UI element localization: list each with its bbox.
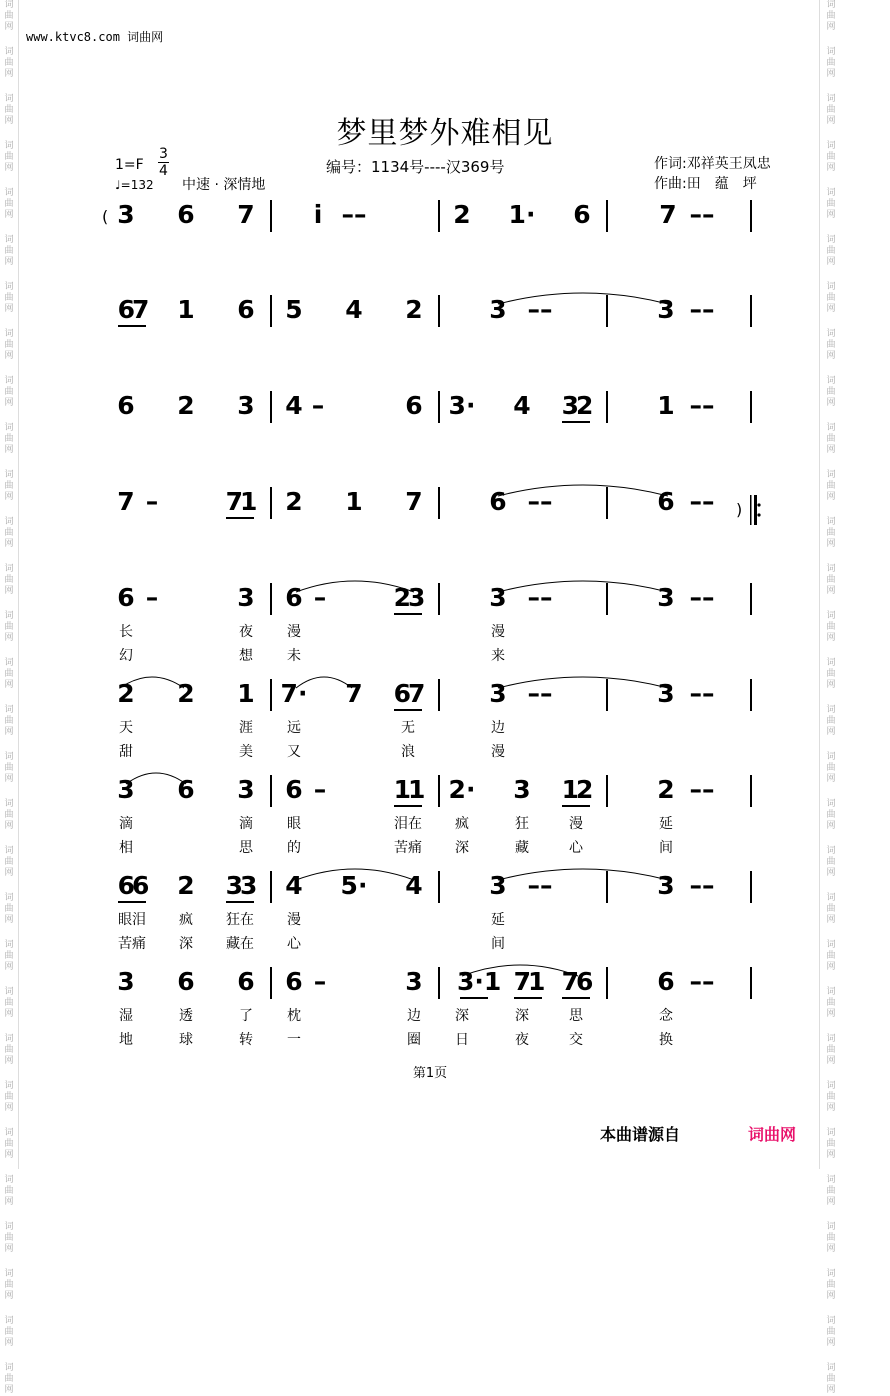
note: 6 (489, 487, 507, 516)
note: – (311, 391, 325, 420)
note: 2 (405, 295, 423, 324)
lyric-syllable: 疯 (179, 912, 193, 928)
beam-underline (394, 709, 422, 711)
tie-slur (124, 766, 188, 786)
tie-slur (496, 574, 670, 594)
lyric-syllable: 心 (287, 936, 301, 952)
bar-line (606, 391, 608, 423)
bar-line (270, 487, 272, 519)
lyric-syllable: 间 (491, 936, 505, 952)
lyric-syllable: 漫 (287, 912, 301, 928)
lyric-syllable: 交 (569, 1032, 583, 1048)
note: 6 (117, 583, 135, 612)
bar-line (750, 295, 752, 327)
note: 3 (657, 679, 675, 708)
note: 3 (405, 967, 423, 996)
bar-line (270, 775, 272, 807)
bar-line (750, 391, 752, 423)
bar-line (750, 775, 752, 807)
note: – (313, 775, 327, 804)
bar-line (606, 200, 608, 232)
note: 4 (513, 391, 531, 420)
note: 71 (513, 967, 543, 996)
lyric-syllable: 枕 (287, 1008, 301, 1024)
meter-bottom: 4 (159, 163, 168, 179)
lyric-syllable: 夜 (239, 624, 253, 640)
lyric-syllable: 心 (569, 840, 583, 856)
lyric-syllable: 漫 (491, 624, 505, 640)
beam-underline (118, 325, 146, 327)
bar-line (438, 679, 440, 711)
note: 7 (345, 679, 363, 708)
note: 6 (285, 775, 303, 804)
beam-underline (562, 805, 590, 807)
note: 3· (448, 391, 476, 420)
lyric-syllable: 深 (179, 936, 193, 952)
lyric-syllable: 边 (407, 1008, 421, 1024)
lyric-syllable: 甜 (119, 744, 133, 760)
bar-line (438, 487, 440, 519)
bar-line (270, 391, 272, 423)
lyric-syllable: 未 (287, 648, 301, 664)
left-watermark-strip: 词曲网 词曲网 词曲网 词曲网 词曲网 词曲网 词曲网 词曲网 词曲网 词曲网 词曲网 词曲网 词曲网 词曲网 词曲网 词曲网 词曲网 词曲网 词曲网 词曲网 词曲网 词曲网 词曲网 词曲网 词曲网 词曲网 词曲网 词曲网 词曲网 词曲网 (4, 0, 14, 1395)
bar-line (606, 967, 608, 999)
note: 2 (177, 391, 195, 420)
note: 3 (237, 583, 255, 612)
bar-line (438, 583, 440, 615)
note: 4 (285, 871, 303, 900)
bar-line (750, 679, 752, 711)
note: 1· (508, 200, 536, 229)
note: –– (689, 679, 715, 708)
lyric-syllable: 日 (455, 1032, 469, 1048)
lyric-syllable: 疯 (455, 816, 469, 832)
source-label: 本曲谱源自 (600, 1125, 681, 1144)
beam-underline (118, 901, 146, 903)
expression-marking: 中速 · 深情地 (182, 177, 266, 193)
note: 4 (345, 295, 363, 324)
lyric-syllable: 了 (239, 1008, 253, 1024)
tie-slur (294, 670, 354, 690)
note: 4 (405, 871, 423, 900)
lyric-syllable: 的 (287, 840, 301, 856)
tie-slur (496, 478, 670, 498)
note: 3 (117, 200, 135, 229)
lyric-syllable: 狂在 (226, 912, 254, 928)
lyric-syllable: 眼泪 (118, 912, 146, 928)
note: –– (689, 871, 715, 900)
bar-line (270, 679, 272, 711)
lyric-syllable: 长 (119, 624, 133, 640)
page-number: 第1页 (412, 1066, 448, 1081)
note: 23 (393, 583, 423, 612)
lyric-syllable: 地 (119, 1032, 133, 1048)
tempo-marking: ♩=132 (115, 178, 154, 192)
beam-underline (394, 613, 422, 615)
lyric-syllable: 漫 (569, 816, 583, 832)
note: 2 (177, 679, 195, 708)
note: –– (527, 487, 553, 516)
lyric-syllable: 念 (659, 1008, 673, 1024)
opening-bracket: ( (102, 207, 109, 226)
svg-text:): ) (736, 500, 743, 519)
note: 11 (393, 775, 423, 804)
note: 67 (117, 295, 147, 324)
note: 7 (659, 200, 677, 229)
bar-line (750, 967, 752, 999)
note: 5· (340, 871, 368, 900)
note: –– (689, 200, 715, 229)
lyric-syllable: 泪在 (394, 816, 422, 832)
note: 33 (225, 871, 255, 900)
catalog-number: 编号：1134号----汉369号 (326, 158, 505, 176)
bar-line (750, 583, 752, 615)
beam-underline (460, 997, 488, 999)
bar-line (438, 775, 440, 807)
note: i̇ (313, 200, 323, 229)
lyric-syllable: 无 (401, 720, 415, 736)
note: 67 (393, 679, 423, 708)
note: 7 (405, 487, 423, 516)
lyric-syllable: 涯 (239, 720, 253, 736)
lyric-syllable: 透 (179, 1008, 193, 1024)
lyric-syllable: 换 (659, 1032, 673, 1048)
lyric-syllable: 漫 (491, 744, 505, 760)
note: –– (689, 967, 715, 996)
lyric-syllable: 边 (491, 720, 505, 736)
bar-line (270, 583, 272, 615)
song-title: 梦里梦外难相见 (336, 116, 554, 151)
lyric-syllable: 思 (569, 1008, 583, 1024)
lyric-syllable: 浪 (401, 744, 415, 760)
lyric-syllable: 藏 (515, 840, 529, 856)
lyric-syllable: 深 (455, 1008, 469, 1024)
tie-slur (496, 286, 670, 306)
bar-line (438, 391, 440, 423)
lyric-syllable: 滴 (239, 816, 253, 832)
bar-line (270, 200, 272, 232)
note: 3 (237, 391, 255, 420)
tie-slur (294, 862, 416, 882)
note: –– (527, 295, 553, 324)
note: 76 (561, 967, 591, 996)
composer-credit: 作曲:田 蕴 坪 (654, 176, 757, 192)
beam-underline (226, 901, 254, 903)
note: 6 (117, 391, 135, 420)
lyric-syllable: 来 (491, 648, 505, 664)
note: 6 (177, 967, 195, 996)
note: – (313, 583, 327, 612)
note: 2 (117, 679, 135, 708)
note: 3 (489, 583, 507, 612)
note: –– (689, 583, 715, 612)
lyric-syllable: 转 (239, 1032, 253, 1048)
note: –– (689, 391, 715, 420)
lyric-syllable: 又 (287, 744, 301, 760)
note: 2 (657, 775, 675, 804)
tie-slur (118, 670, 186, 690)
beam-underline (562, 997, 590, 999)
note: 6 (657, 967, 675, 996)
tie-slur (496, 670, 670, 690)
note: 6 (573, 200, 591, 229)
lyric-syllable: 圈 (407, 1032, 421, 1048)
note: 5 (285, 295, 303, 324)
lyric-syllable: 相 (119, 840, 133, 856)
lyric-syllable: 球 (179, 1032, 193, 1048)
lyric-syllable: 想 (239, 648, 253, 664)
note: 3 (237, 775, 255, 804)
meter-top: 3 (159, 146, 168, 162)
note: –– (689, 487, 715, 516)
note: – (313, 967, 327, 996)
lyric-syllable: 深 (515, 1008, 529, 1024)
note: 3 (657, 295, 675, 324)
note: 3 (489, 871, 507, 900)
note: 1 (345, 487, 363, 516)
note: 1 (657, 391, 675, 420)
note: 7 (117, 487, 135, 516)
note: –– (341, 200, 367, 229)
lyric-syllable: 滴 (119, 816, 133, 832)
lyric-syllable: 幻 (119, 648, 133, 664)
lyric-syllable: 美 (239, 744, 253, 760)
note: 3 (117, 775, 135, 804)
bar-line (606, 775, 608, 807)
note: 1 (237, 679, 255, 708)
note: 3·1 (457, 967, 502, 996)
bar-line (750, 871, 752, 903)
time-signature (158, 146, 169, 179)
lyric-syllable: 天 (119, 720, 133, 736)
note: 7· (280, 679, 308, 708)
lyric-syllable: 间 (659, 840, 673, 856)
lyric-syllable: 思 (239, 840, 253, 856)
bar-line (750, 200, 752, 232)
note: 2· (448, 775, 476, 804)
note: 6 (237, 295, 255, 324)
note: 4 (285, 391, 303, 420)
note: 3 (657, 583, 675, 612)
lyric-syllable: 漫 (287, 624, 301, 640)
note: 6 (177, 200, 195, 229)
note: 2 (177, 871, 195, 900)
tie-slur (294, 574, 416, 594)
lyricist-credit: 作词:邓祥英王凤忠 (654, 156, 771, 172)
bar-line (270, 967, 272, 999)
beam-underline (226, 517, 254, 519)
note: 2 (285, 487, 303, 516)
note: –– (689, 775, 715, 804)
beam-underline (514, 997, 542, 999)
lyric-syllable: 延 (491, 912, 505, 928)
note: 32 (561, 391, 591, 420)
note: –– (527, 871, 553, 900)
lyric-syllable: 眼 (287, 816, 301, 832)
note: 3 (117, 967, 135, 996)
tie-slur (460, 958, 580, 978)
right-watermark-strip: 词曲网 词曲网 词曲网 词曲网 词曲网 词曲网 词曲网 词曲网 词曲网 词曲网 词曲网 词曲网 词曲网 词曲网 词曲网 词曲网 词曲网 词曲网 词曲网 词曲网 词曲网 词曲网 词曲网 词曲网 词曲网 词曲网 词曲网 词曲网 词曲网 词曲网 (826, 0, 836, 1395)
note: 6 (237, 967, 255, 996)
lyric-syllable: 一 (287, 1032, 301, 1048)
site-url[interactable]: www.ktvc8.com 词曲网 (26, 30, 164, 44)
note: 1 (177, 295, 195, 324)
note: – (145, 583, 159, 612)
note: 2 (453, 200, 471, 229)
brand-logo-text[interactable]: 词曲网 (748, 1125, 797, 1144)
beam-underline (394, 805, 422, 807)
note: 66 (117, 871, 147, 900)
note: 6 (285, 967, 303, 996)
note: –– (689, 295, 715, 324)
note: 3 (489, 295, 507, 324)
lyric-syllable: 湿 (119, 1008, 133, 1024)
bar-line (438, 200, 440, 232)
bar-line (270, 295, 272, 327)
note: –– (527, 583, 553, 612)
note: 6 (657, 487, 675, 516)
lyric-syllable: 苦痛 (394, 840, 422, 856)
bar-line (438, 871, 440, 903)
note: – (145, 487, 159, 516)
lyric-syllable: 夜 (515, 1032, 529, 1048)
note: 3 (489, 679, 507, 708)
lyric-syllable: 深 (455, 840, 469, 856)
bar-line (270, 871, 272, 903)
note: 7 (237, 200, 255, 229)
note: 3 (657, 871, 675, 900)
lyric-syllable: 狂 (515, 816, 529, 832)
lyric-syllable: 苦痛 (118, 936, 146, 952)
repeat-end-sign (736, 493, 760, 531)
note: 71 (225, 487, 255, 516)
note: 6 (177, 775, 195, 804)
beam-underline (562, 421, 590, 423)
lyric-syllable: 藏在 (226, 936, 254, 952)
bar-line (438, 967, 440, 999)
lyric-syllable: 延 (659, 816, 673, 832)
bar-line (438, 295, 440, 327)
note: 12 (561, 775, 591, 804)
note: 6 (405, 391, 423, 420)
note: –– (527, 679, 553, 708)
tie-slur (496, 862, 670, 882)
note: 6 (285, 583, 303, 612)
key-signature: 1=F (115, 157, 144, 173)
lyric-syllable: 远 (287, 720, 301, 736)
note: 3 (513, 775, 531, 804)
